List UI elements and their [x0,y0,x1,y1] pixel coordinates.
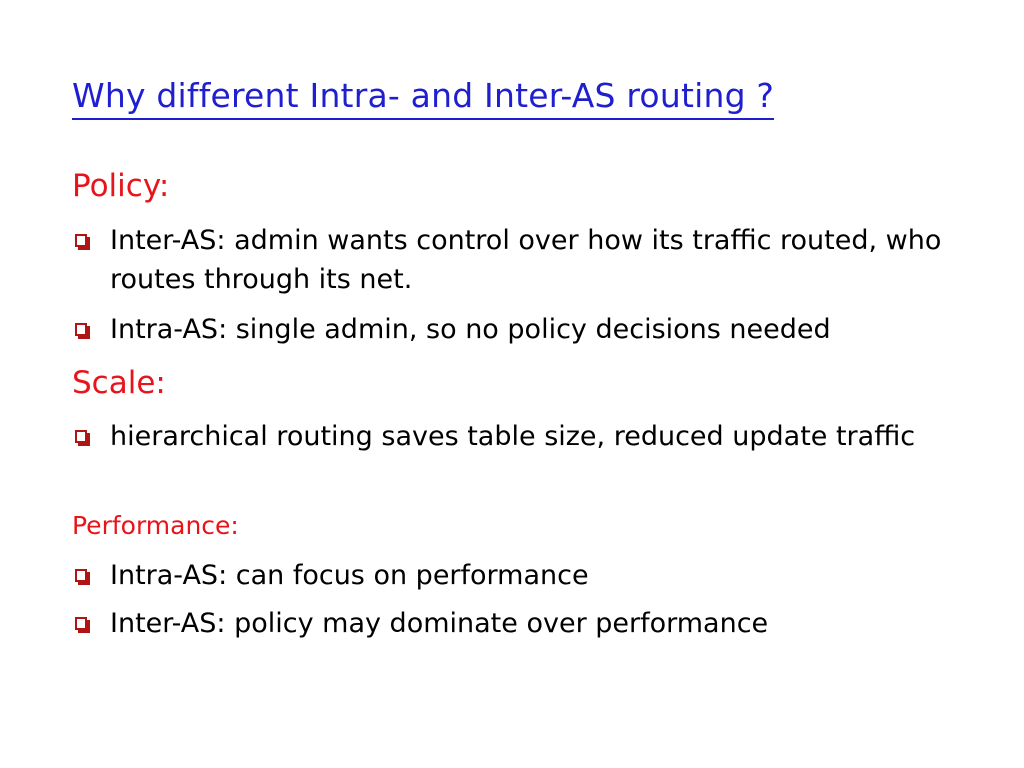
bullet-item [72,221,972,299]
bullet-item [72,604,972,643]
slide-title: Why different Intra- and Inter-AS routing ? [72,74,774,120]
bullet-text: Intra-AS: can focus on performance [110,560,589,591]
bullet-item [72,310,972,349]
bullet-square-icon [75,234,87,247]
section-heading-policy: Policy: [72,168,170,204]
bullet-square-icon [75,430,87,443]
bullet-item [72,417,972,456]
bullet-text: hierarchical routing saves table size, reduced update traffic [110,421,916,452]
bullet-text: Inter-AS: policy may dominate over performance [110,608,769,639]
section-heading-performance: Performance: [72,511,239,540]
bullet-square-icon [75,617,87,630]
bullet-text: Inter-AS: admin wants control over how its traffic routed, who routes through its net. [110,225,942,295]
bullet-square-icon [75,323,87,336]
bullet-text: Intra-AS: single admin, so no policy decisions needed [110,314,831,345]
section-heading-scale: Scale: [72,365,166,401]
bullet-square-icon [75,569,87,582]
bullet-item [72,556,972,595]
